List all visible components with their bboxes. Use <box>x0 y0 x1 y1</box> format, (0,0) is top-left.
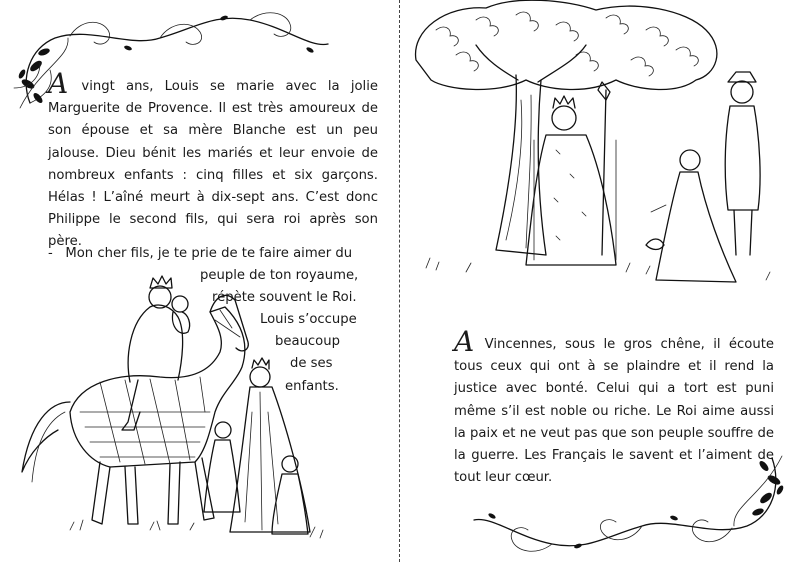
closing-line-4: enfants. <box>285 378 339 394</box>
left-paragraph-1-text: vingt ans, Louis se marie avec la jolie Marguerite de Provence. Il est très amoureux de son épouse et sa mère Blanche est un peu jalouse. Dieu bénit les mariés et leur envoie de nombreux enfants : cinq filles et six garçons. Hélas ! L’aîné meurt à dix-sept ans. C’est donc Philippe le second fils, qui sera roi après son père. <box>48 79 378 250</box>
king-on-horse-with-family-illustration <box>10 262 350 562</box>
dialogue-line-3: répète souvent le Roi. <box>212 290 357 306</box>
left-paragraph-1 <box>48 67 378 254</box>
bottom-right-flourish-ornament <box>462 446 792 556</box>
right-page <box>402 0 800 562</box>
closing-line-1: Louis s’occupe <box>260 312 357 327</box>
dropcap-letter: A <box>454 325 475 358</box>
dialogue-line-1: - Mon cher fils, je te prie de te faire aimer du <box>48 246 353 261</box>
page-fold-dashed-line <box>399 0 400 562</box>
left-page <box>0 0 398 562</box>
closing-line-2: beaucoup <box>275 334 340 350</box>
right-paragraph-1-text: Vincennes, sous le gros chêne, il écoute tous ceux qui ont à se plaindre et il rend la justice avec bonté. Celui qui a tort est puni même s’il est noble ou riche. Le Roi aime aussi la paix et ne veut pas que son peuple souffre de la guerre. Les Français le savent et l’aiment de tout leur cœur. <box>454 337 774 486</box>
dropcap-letter: A <box>48 67 69 100</box>
closing-line-3: de ses <box>290 356 333 372</box>
king-judging-under-oak-tree-illustration <box>406 0 796 290</box>
dialogue-line-2: peuple de ton royaume, <box>200 268 359 284</box>
